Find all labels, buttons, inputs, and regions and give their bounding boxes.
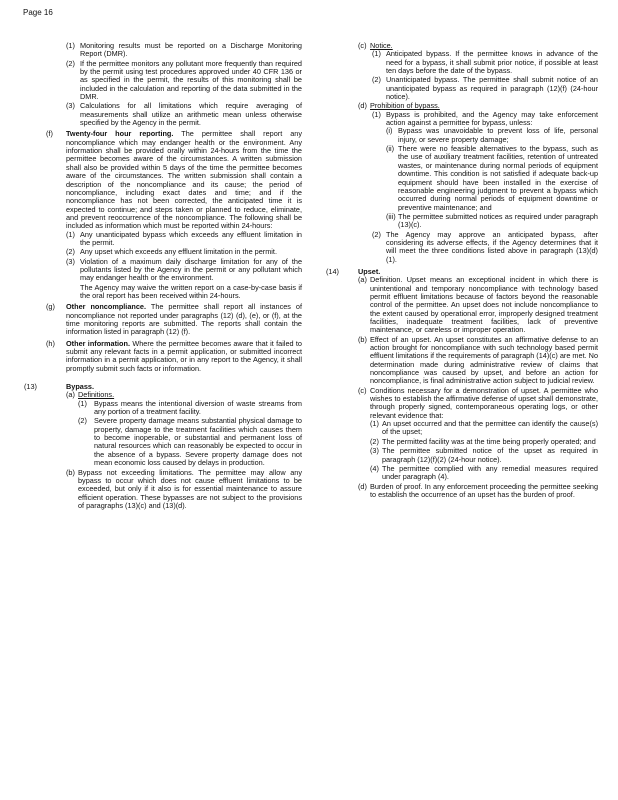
section-title: Other noncompliance. [66, 302, 146, 312]
list-item [386, 127, 598, 144]
paragraph-text: If the permittee monitors any pollutant more frequently than required by the permit using test procedures approved under 40 CFR 136 or as specified in the permit, the results of this monitoring shall be included in the calculation and reporting of the data submitted in the DMR. [80, 58, 302, 102]
list-item [66, 248, 302, 256]
list-item [370, 465, 598, 482]
list-item [24, 42, 302, 59]
item-number: (3) [66, 256, 75, 266]
item-number: (ii) [386, 144, 395, 154]
paragraph-text: The permittee submitted notices as required under paragraph (13)(c). [398, 211, 598, 230]
paragraph-text: The permittee complied with any remedial measures required under paragraph (4). [382, 463, 598, 482]
subsection-definitions [66, 391, 302, 467]
item-number: (3) [66, 101, 75, 111]
paragraph-text: The Agency may waive the written report on a case-by-case basis if the oral report has been received within 24-hours. [80, 282, 302, 300]
paragraph-text: Bypass was unavoidable to prevent loss of life, personal injury, or severe property damage; [398, 126, 598, 144]
paragraph-text: Definition. Upset means an exceptional incident in which there is unintentional and temporary noncompliance with technology based permit effluent limitations because of factors beyond the reasonable control of the permittee. An upset does not include noncompliance to the extent caused by operational error, improperly designed treatment facilities, inadequate treatment facilities, lack of preventive maintenance, or careless or improper operation. [370, 275, 598, 335]
subsection-effect-of-upset [358, 336, 598, 386]
subsection-title: Definitions. [78, 390, 115, 400]
list-item [386, 213, 598, 230]
item-number: (c) [358, 385, 367, 395]
paragraph-text: Conditions necessary for a demonstration of upset. A permittee who wishes to establish the affirmative defense of upset shall demonstrate, through properly signed, contemporaneous operating logs, or other relevant evidence that: [370, 385, 598, 420]
paragraph-text: Bypass means the intentional diversion of waste streams from any portion of a treatment facility. [94, 398, 302, 417]
list-item [66, 231, 302, 248]
item-number: (d) [358, 101, 367, 111]
item-number: (13) [24, 382, 37, 392]
item-number: (1) [66, 229, 75, 239]
item-number: (1) [372, 49, 381, 59]
list-item [370, 50, 598, 75]
section-upset [318, 268, 598, 499]
item-number: (2) [370, 436, 379, 446]
item-number: (1) [370, 419, 379, 429]
paragraph-text: The permitted facility was at the time being properly operated; and [382, 436, 596, 446]
item-number: (1) [372, 109, 381, 119]
item-number: (2) [78, 416, 87, 426]
left-column [24, 42, 302, 511]
paragraph-text [66, 303, 302, 336]
subsection-bypass-not-exceeding [66, 469, 302, 511]
paragraph-text: Severe property damage means substantial physical damage to property, damage to the treatment facilities which causes them to become inoperable, or substantial and permanent loss of natural resources which can reasonably be expected to occur in the absence of a bypass. Severe property damage does not mean economic loss caused by delays in production. [94, 416, 302, 468]
paragraph-text: Bypass is prohibited, and the Agency may take enforcement action against a permittee for bypass, unless: [386, 109, 598, 128]
item-number: (4) [370, 463, 379, 473]
paragraph-text: Any upset which exceeds any effluent limitation in the permit. [80, 247, 277, 257]
list-item [66, 258, 302, 283]
item-number: (d) [358, 481, 367, 491]
subsection-prohibition-of-bypass [318, 102, 598, 264]
paragraph-text: Monitoring results must be reported on a Discharge Monitoring Report (DMR). [80, 41, 302, 59]
item-number: (2) [66, 247, 75, 257]
item-number: (iii) [386, 211, 396, 221]
item-number: (f) [46, 129, 53, 139]
item-number: (1) [78, 398, 87, 408]
list-item [24, 60, 302, 102]
section-title: Bypass. [66, 382, 94, 392]
paragraph-text: The Agency may approve an anticipated bypass, after considering its adverse effects, if the Agency determines that it will meet the three conditions listed above in paragraph (13)(d)(1). [386, 229, 598, 264]
paragraph-text: Any unanticipated bypass which exceeds any effluent limitation in the permit. [80, 229, 302, 247]
section-body: The permittee shall report any noncompliance which may endanger health or the environment. Any information shall be provided orally within 24-hours from the time the permittee becomes aware of the circumstances. A written submission shall also be provided within 5 days of the time the permittee becomes aware of the circumstances. The written submission shall contain a description of the noncompliance and its cause; the period of noncompliance, including exact dates and time; and if the noncompliance has not been corrected, the anticipated time it is expected to continue; and steps taken or planned to reduce, eliminate, and prevent reoccurrence of the noncompliance. The following shall be included as information which must be reported within 24-hours: [66, 129, 302, 231]
paragraph-text: Calculations for all limitations which require averaging of measurements shall utilize an arithmetic mean unless otherwise specified by the Agency in the permit. [80, 101, 302, 128]
section-body: The permittee shall report all instances of noncompliance not reported under paragraphs (12) (d), (e), or (f), at the time monitoring reports are submitted. The reports shall contain the information listed in paragraph (12) (f). [66, 302, 303, 337]
paragraph-text [66, 130, 302, 230]
page-number: Page 16 [23, 8, 53, 17]
section-other-noncompliance [24, 303, 302, 336]
list-item [386, 145, 598, 212]
section-body: Where the permittee becomes aware that it failed to submit any relevant facts in a permit application, or submitted incorrect information in a permit application, or in any report to the Agency, it shall promptly submit such facts or information. [66, 338, 302, 373]
paragraph-text: Unanticipated bypass. The permittee shall submit notice of an unanticipated bypass as required in paragraph (12)(f) (24-hour notice). [386, 75, 598, 102]
item-number: (2) [372, 229, 381, 239]
list-item [370, 231, 598, 264]
paragraph-text: Anticipated bypass. If the permittee knows in advance of the need for a bypass, it shall submit prior notice, if possible at least ten days before the date of the bypass. [386, 49, 598, 76]
section-title: Twenty-four hour reporting. [66, 129, 174, 139]
paragraph-text: Effect of an upset. An upset constitutes an affirmative defense to an action brought for noncompliance with such technology based permit effluent limitations if the requirements of paragraph (14)(c) are met. No determination made during administrative review of claims that noncompliance was caused by upset, and before an action for noncompliance, is final administrative action subject to judicial review. [370, 334, 598, 386]
item-number: (14) [326, 266, 339, 276]
paragraph-text: There were no feasible alternatives to the bypass, such as the use of auxiliary treatment facilities, retention of untreated wastes, or maintenance during normal periods of equipment downtime. This condition is not satisfied if adequate back-up equipment should have been installed in the exercise of reasonable engineering judgment to prevent a bypass which occurred during normal periods of equipment downtime or preventive maintenance; and [398, 144, 598, 212]
subsection-upset-definition [358, 276, 598, 334]
list-item [370, 76, 598, 101]
paragraph-text: Bypass not exceeding limitations. The permittee may allow any bypass to occur which does not cause effluent limitations to be exceeded, but only if it also is for essential maintenance to assure efficient operation. These bypasses are not subject to the provisions of paragraphs (13)(c) and (13)(d). [78, 467, 302, 510]
paragraph-text: An upset occurred and that the permittee can identify the cause(s) of the upset; [382, 419, 598, 437]
item-number: (b) [358, 334, 367, 344]
list-item [370, 420, 598, 437]
list-item [78, 400, 302, 417]
item-number: (2) [66, 58, 75, 68]
list-item [370, 111, 598, 230]
item-number: (g) [46, 302, 55, 312]
subsection-upset-conditions [358, 387, 598, 482]
item-number: (h) [46, 338, 55, 348]
list-item [78, 417, 302, 467]
section-other-information [24, 340, 302, 373]
list-item [370, 438, 598, 446]
right-column [318, 42, 598, 500]
subsection-title: Notice. [370, 41, 393, 50]
paragraph-text [66, 340, 302, 373]
section-twenty-four-hour-reporting [24, 130, 302, 300]
section-title: Other information. [66, 338, 130, 348]
subsection-notice [318, 42, 598, 101]
item-number: (a) [358, 275, 367, 285]
item-number: (c) [358, 41, 367, 50]
paragraph-text: Burden of proof. In any enforcement proceeding the permittee seeking to establish the occurrence of an upset has the burden of proof. [370, 481, 598, 499]
paragraph-text: Violation of a maximum daily discharge limitation for any of the pollutants listed by the Agency in the permit or any pollutant which may endanger health or the environment. [80, 256, 302, 283]
item-number: (i) [386, 126, 393, 136]
list-item [24, 102, 302, 127]
section-bypass [24, 383, 302, 510]
item-number: (1) [66, 41, 75, 50]
item-number: (a) [66, 390, 75, 400]
item-number: (3) [370, 446, 379, 456]
waiver-note [66, 284, 302, 301]
item-number: (b) [66, 467, 75, 477]
list-item [370, 447, 598, 464]
section-title: Upset. [358, 266, 381, 276]
item-number: (2) [372, 75, 381, 85]
paragraph-text: The permittee submitted notice of the upset as required in paragraph (12)(f)(2) (24-hour notice). [382, 446, 598, 464]
subsection-burden-of-proof [358, 483, 598, 500]
subsection-title: Prohibition of bypass. [370, 101, 440, 111]
